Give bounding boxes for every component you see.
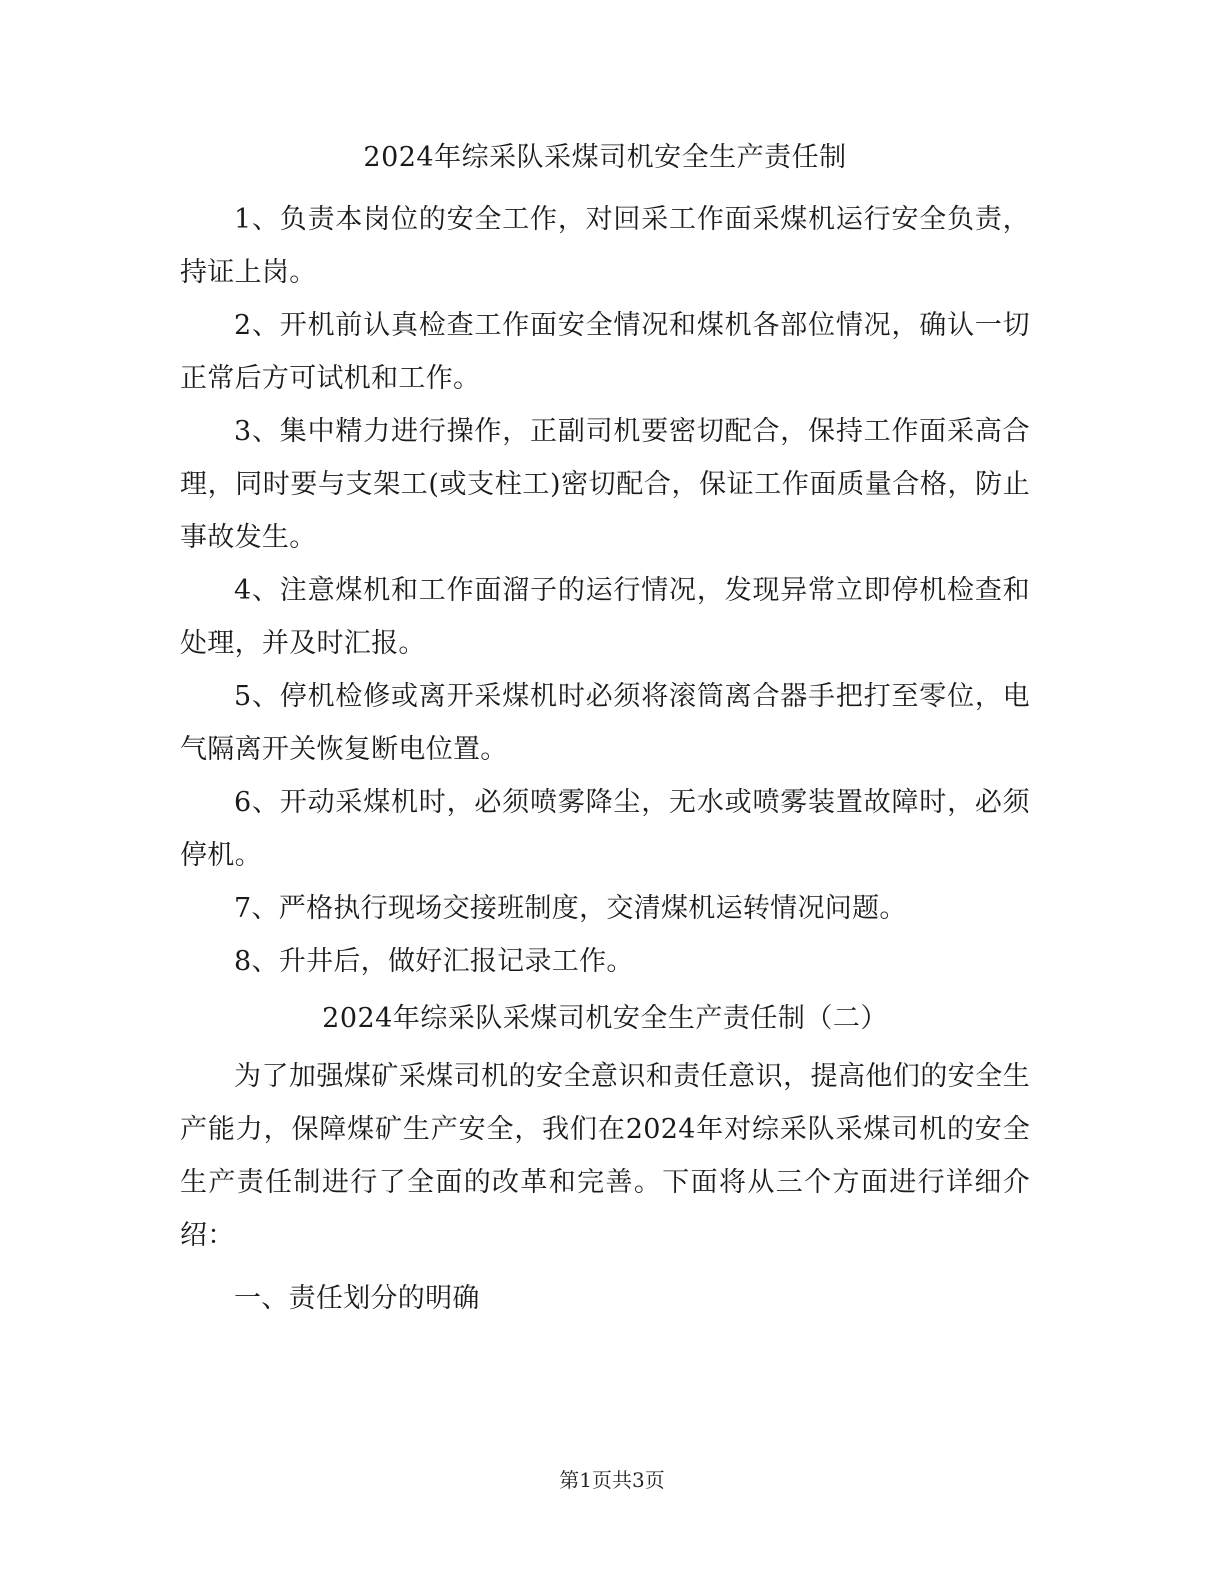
document-title: 2024年综采队采煤司机安全生产责任制	[363, 142, 847, 173]
list-item: 1、负责本岗位的安全工作，对回采工作面采煤机运行安全负责，持证上岗。	[180, 204, 1030, 288]
list-item: 7、严格执行现场交接班制度，交清煤机运转情况问题。	[234, 893, 907, 924]
list-item: 6、开动采煤机时，必须喷雾降尘，无水或喷雾装置故障时，必须停机。	[180, 787, 1030, 871]
section-heading: 一、责任划分的明确	[234, 1283, 480, 1314]
document-content	[180, 133, 1030, 1325]
list-item: 5、停机检修或离开采煤机时必须将滚筒离合器手把打至零位，电气隔离开关恢复断电位置。	[180, 681, 1030, 765]
list-item: 8、升井后，做好汇报记录工作。	[234, 946, 634, 977]
list-item: 2、开机前认真检查工作面安全情况和煤机各部位情况，确认一切正常后方可试机和工作。	[180, 310, 1030, 394]
section-title-2: 2024年综采队采煤司机安全生产责任制（二）	[322, 1003, 888, 1034]
list-item: 4、注意煤机和工作面溜子的运行情况，发现异常立即停机检查和处理，并及时汇报。	[180, 575, 1030, 659]
list-item: 3、集中精力进行操作，正副司机要密切配合，保持工作面采高合理，同时要与支架工(或支柱工)密切配合，保证工作面质量合格，防止事故发生。	[180, 416, 1030, 553]
intro-paragraph: 为了加强煤矿采煤司机的安全意识和责任意识，提高他们的安全生产能力，保障煤矿生产安全，我们在2024年对综采队采煤司机的安全生产责任制进行了全面的改革和完善。下面将从三个方面进行详细介绍：	[180, 1061, 1030, 1251]
page-number-footer: 第1页共3页	[559, 1468, 665, 1492]
